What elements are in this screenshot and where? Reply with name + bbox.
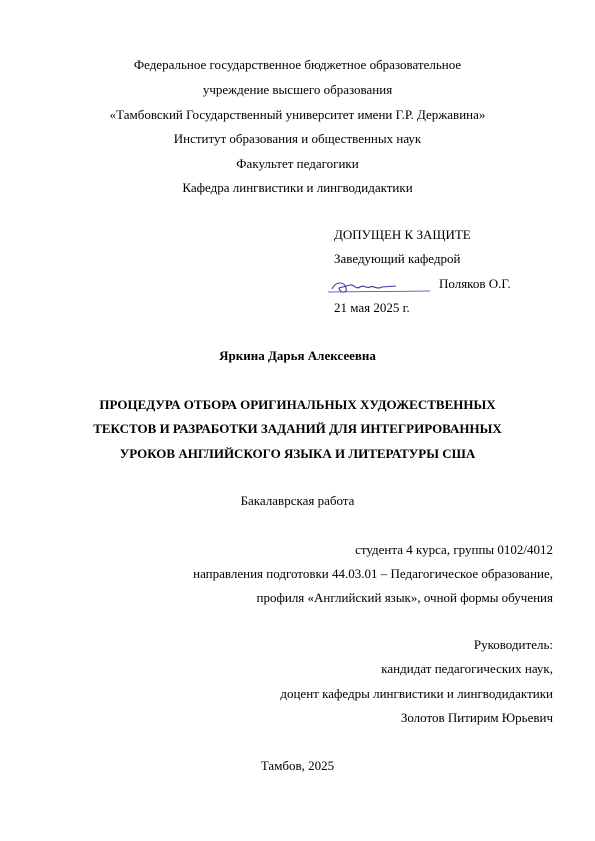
student-line-1: студента 4 курса, группы 0102/4012 [355,542,553,557]
signature-underline [328,291,430,292]
signature [326,277,432,297]
org-line-1: Федеральное государственное бюджетное образовательное [133,57,462,72]
approval-role: Заведующий кафедрой [334,251,461,266]
supervisor-name: Золотов Питирим Юрьевич [400,710,553,725]
approval-name: Поляков О.Г. [439,276,511,291]
approval-title: ДОПУЩЕН К ЗАЩИТЕ [334,227,471,242]
supervisor-degree: кандидат педагогических наук, [381,661,553,676]
work-type: Бакалаврская работа [240,493,355,508]
student-line-3: профиля «Английский язык», очной формы обучения [256,590,553,605]
faculty-name: Факультет педагогики [236,156,359,171]
signature-stroke [332,283,396,292]
institute-name: Институт образования и общественных наук [173,131,422,146]
supervisor-position: доцент кафедры лингвистики и лингводидактики [280,686,553,701]
student-line-2: направления подготовки 44.03.01 – Педагогическое образование, [193,566,553,581]
thesis-title-line-2: ТЕКСТОВ И РАЗРАБОТКИ ЗАДАНИЙ ДЛЯ ИНТЕГРИРОВАННЫХ [93,421,502,436]
thesis-title-line-3: УРОКОВ АНГЛИЙСКОГО ЯЗЫКА И ЛИТЕРАТУРЫ США [119,446,476,461]
org-line-2: учреждение высшего образования [202,82,393,97]
city-year: Тамбов, 2025 [260,758,335,773]
thesis-title-line-1: ПРОЦЕДУРА ОТБОРА ОРИГИНАЛЬНЫХ ХУДОЖЕСТВЕННЫХ [99,397,496,412]
supervisor-label: Руководитель: [473,637,553,652]
department-name: Кафедра лингвистики и лингводидактики [182,180,413,195]
approval-date: 21 мая 2025 г. [334,300,410,315]
university-name: «Тамбовский Государственный университет имени Г.Р. Державина» [109,107,486,122]
author-name: Яркина Дарья Алексеевна [219,348,376,363]
